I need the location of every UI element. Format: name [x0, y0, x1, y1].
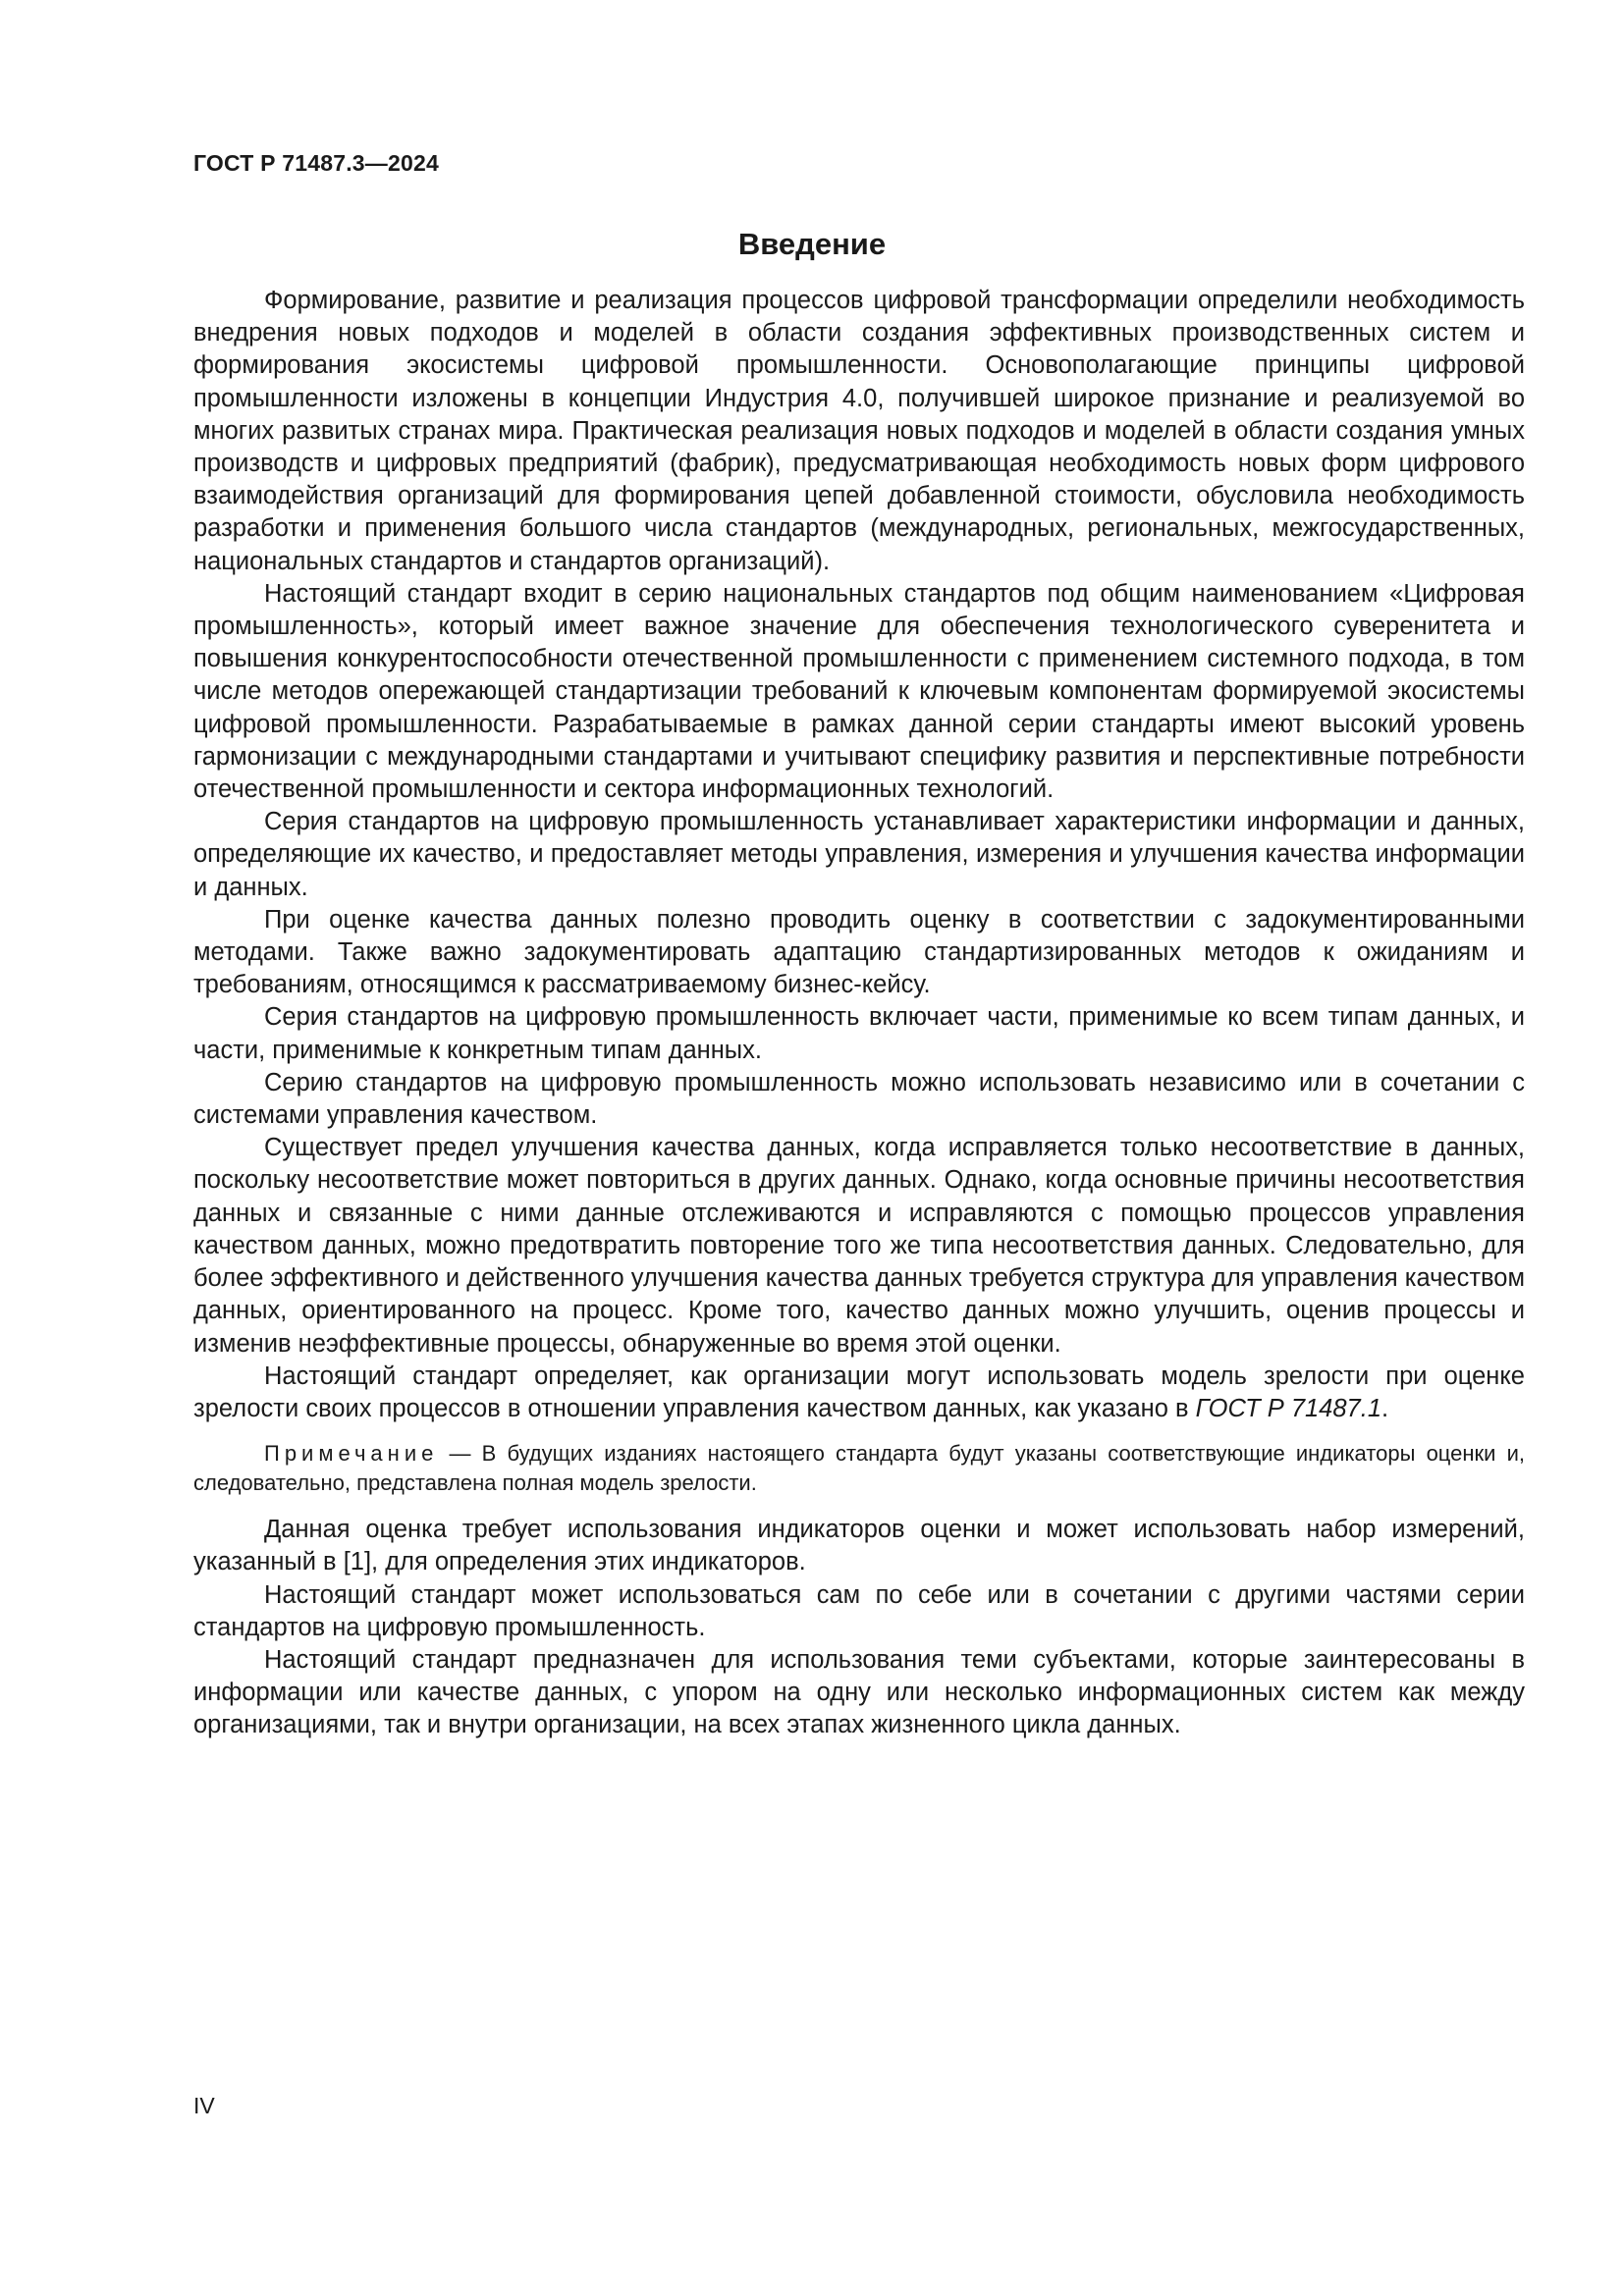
section-title: Введение — [737, 227, 887, 261]
note — [193, 1439, 1525, 1498]
paragraph: Серия стандартов на цифровую промышленность устанавливает характеристики информации и данных, определяющие их качество, и предоставляет методы управления, измерения и улучшения качества информации и данных. — [193, 808, 1525, 901]
note-label: Примечание — [264, 1441, 439, 1467]
paragraph: Настоящий стандарт входит в серию национальных стандартов под общим наименованием «Цифровая промышленность», который имеет важное значение для обеспечения технологического суверенитета и повышения конкурентоспособности отечественной промышленности с применением системного подхода, в том числе методов опережающей стандартизации требований к ключевым компонентам формируемой экосистемы цифровой промышленности. Разрабатываемые в рамках данной серии стандарты имеют высокий уровень гармонизации с международными стандартами и учитывают специфику развития и перспективные потребности отечественной промышленности и сектора информационных технологий. — [193, 579, 1525, 804]
paragraph: Серия стандартов на цифровую промышленность включает части, применимые ко всем типам данных, и части, применимые к конкретным типам данных. — [193, 1003, 1525, 1064]
document-body — [193, 285, 1525, 1742]
paragraph: Настоящий стандарт предназначен для использования теми субъектами, которые заинтересованы в информации или качестве данных, с упором на одну или несколько информационных систем как между организациями, так и внутри организации, на всех этапах жизненного цикла данных. — [193, 1645, 1525, 1739]
paragraph: Существует предел улучшения качества данных, когда исправляется только несоответствие в данных, поскольку несоответствие может повториться в других данных. Однако, когда основные причины несоответствия данных и связанные с ними данные отслеживаются и исправляются с помощью процессов управления качеством данных, можно предотвратить повторение того же типа несоответствия данных. Следовательно, для более эффективного и действенного улучшения качества данных требуется структура для управления качеством данных, ориентированного на процесс. Кроме того, качество данных можно улучшить, оценив процессы и изменив неэффективные процессы, обнаруженные во время этой оценки. — [193, 1134, 1525, 1358]
maturity-paragraph — [193, 1361, 1525, 1425]
note-text: — В будущих изданиях настоящего стандарта будут указаны соответствующие индикаторы оценки и, следовательно, представлена полная модель зрелости. — [193, 1441, 1525, 1496]
paragraph: Серию стандартов на цифровую промышленность можно использовать независимо или в сочетании с системами управления качеством. — [193, 1068, 1525, 1130]
page-number: IV — [193, 2093, 215, 2118]
paragraph: Формирование, развитие и реализация процессов цифровой трансформации определили необходимость внедрения новых подходов и моделей в области создания эффективных производственных систем и формирования экосистемы цифровой промышленности. Основополагающие принципы цифровой промышленности изложены в концепции Индустрия 4.0, получившей широкое признание и реализуемой во многих развитых странах мира. Практическая реализация новых подходов и моделей в области создания умных производств и цифровых предприятий (фабрик), предусматривающая необходимость новых форм цифрового взаимодействия организаций для формирования цепей добавленной стоимости, обусловила необходимость разработки и применения большого числа стандартов (международных, региональных, межгосударственных, национальных стандартов и стандартов организаций). — [193, 287, 1525, 575]
paragraph: Данная оценка требует использования индикаторов оценки и может использовать набор измерений, указанный в [1], для определения этих индикаторов. — [193, 1516, 1525, 1576]
paragraph: Настоящий стандарт может использоваться сам по себе или в сочетании с другими частями серии стандартов на цифровую промышленность. — [193, 1580, 1525, 1641]
document-code: ГОСТ Р 71487.3—2024 — [193, 150, 439, 176]
maturity-text: Настоящий стандарт определяет, как организации могут использовать модель зрелости при оценке зрелости своих процессов в отношении управления качеством данных, как указано в — [193, 1362, 1525, 1422]
maturity-end: . — [1381, 1394, 1389, 1422]
paragraph: При оценке качества данных полезно проводить оценку в соответствии с задокументированными методами. Также важно задокументировать адаптацию стандартизированных методов к ожиданиям и требованиям, относящимся к рассматриваемому бизнес-кейсу. — [193, 905, 1525, 999]
standard-reference: ГОСТ Р 71487.1 — [1195, 1394, 1381, 1422]
